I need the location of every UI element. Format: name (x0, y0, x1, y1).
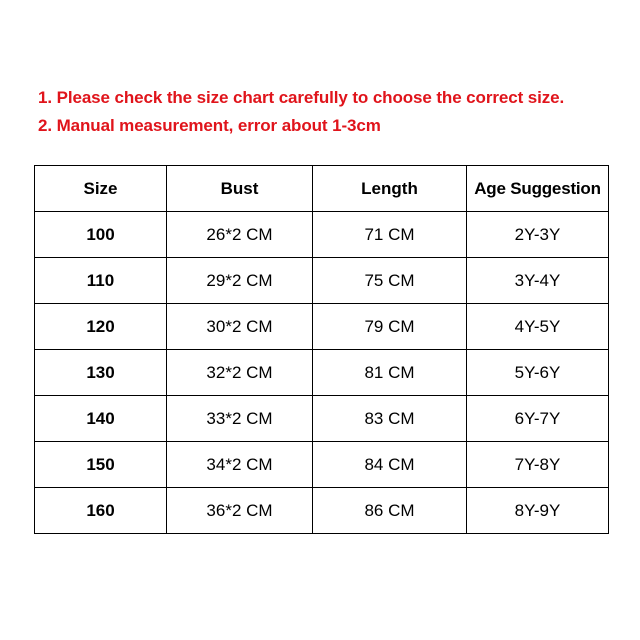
length-cell: 71 CM (313, 212, 467, 258)
header-length: Length (313, 166, 467, 212)
age-cell: 6Y-7Y (467, 396, 609, 442)
header-bust: Bust (167, 166, 313, 212)
table-row (35, 442, 609, 488)
table-header-row (35, 166, 609, 212)
table-row (35, 350, 609, 396)
bust-cell: 29*2 CM (167, 258, 313, 304)
bust-cell: 33*2 CM (167, 396, 313, 442)
size-cell: 120 (35, 304, 167, 350)
table-row (35, 488, 609, 534)
size-cell: 140 (35, 396, 167, 442)
bust-cell: 26*2 CM (167, 212, 313, 258)
age-cell: 7Y-8Y (467, 442, 609, 488)
note-measurement-error: 2. Manual measurement, error about 1-3cm (38, 116, 381, 135)
table-row (35, 396, 609, 442)
age-cell: 2Y-3Y (467, 212, 609, 258)
bust-cell: 36*2 CM (167, 488, 313, 534)
size-cell: 100 (35, 212, 167, 258)
bust-cell: 34*2 CM (167, 442, 313, 488)
length-cell: 86 CM (313, 488, 467, 534)
size-cell: 110 (35, 258, 167, 304)
length-cell: 75 CM (313, 258, 467, 304)
length-cell: 83 CM (313, 396, 467, 442)
size-cell: 130 (35, 350, 167, 396)
bust-cell: 30*2 CM (167, 304, 313, 350)
age-cell: 4Y-5Y (467, 304, 609, 350)
age-cell: 8Y-9Y (467, 488, 609, 534)
table-row (35, 258, 609, 304)
age-cell: 5Y-6Y (467, 350, 609, 396)
length-cell: 81 CM (313, 350, 467, 396)
bust-cell: 32*2 CM (167, 350, 313, 396)
size-cell: 160 (35, 488, 167, 534)
note-check-size-chart: 1. Please check the size chart carefully to choose the correct size. (38, 88, 565, 107)
size-cell: 150 (35, 442, 167, 488)
table-row (35, 212, 609, 258)
header-age-suggestion: Age Suggestion (467, 166, 609, 212)
length-cell: 79 CM (313, 304, 467, 350)
table-row (35, 304, 609, 350)
instructions (38, 84, 628, 140)
length-cell: 84 CM (313, 442, 467, 488)
size-chart-table (34, 165, 609, 534)
age-cell: 3Y-4Y (467, 258, 609, 304)
header-size: Size (35, 166, 167, 212)
